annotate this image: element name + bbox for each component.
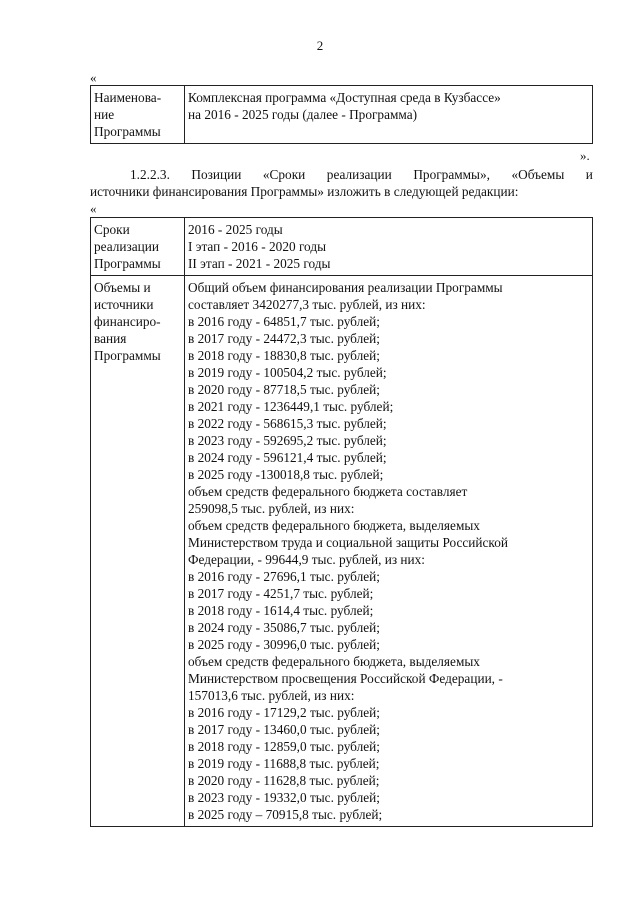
content-line: Комплексная программа «Доступная среда в Кузбассе» bbox=[188, 90, 501, 105]
content-line: II этап - 2021 - 2025 годы bbox=[188, 256, 331, 271]
content-line: в 2017 году - 4251,7 тыс. рублей; bbox=[188, 586, 374, 601]
paragraph-word: и bbox=[585, 167, 593, 182]
content-line: в 2016 году - 17129,2 тыс. рублей; bbox=[188, 705, 380, 720]
content-line: объем средств федерального бюджета, выделяемых bbox=[188, 518, 480, 533]
label-line: Объемы и bbox=[94, 280, 151, 295]
opening-quote-mark: « bbox=[90, 70, 97, 85]
program-name-value-cell bbox=[185, 86, 593, 144]
program-passport-table bbox=[90, 217, 593, 827]
opening-quote-mark: « bbox=[90, 201, 97, 216]
content-line: на 2016 - 2025 годы (далее - Программа) bbox=[188, 107, 418, 122]
page-number: 2 bbox=[316, 38, 324, 53]
paragraph-word: «Сроки bbox=[262, 167, 306, 182]
content-line: в 2025 году -130018,8 тыс. рублей; bbox=[188, 467, 384, 482]
label-line: вания bbox=[94, 331, 127, 346]
table-row bbox=[91, 86, 593, 144]
paragraph-word: «Объемы bbox=[511, 167, 565, 182]
program-name-table bbox=[90, 85, 593, 144]
content-line: в 2020 году - 87718,5 тыс. рублей; bbox=[188, 382, 380, 397]
content-line: в 2016 году - 64851,7 тыс. рублей; bbox=[188, 314, 380, 329]
paragraph-word: реализации bbox=[326, 167, 392, 182]
program-name-label-cell bbox=[91, 86, 185, 144]
label-line: источники bbox=[94, 297, 154, 312]
content-line: в 2024 году - 596121,4 тыс. рублей; bbox=[188, 450, 387, 465]
content-line: Общий объем финансирования реализации Программы bbox=[188, 280, 503, 295]
funding-value-cell bbox=[185, 276, 593, 827]
content-line: в 2022 году - 568615,3 тыс. рублей; bbox=[188, 416, 387, 431]
content-line: Министерством труда и социальной защиты Российской bbox=[188, 535, 508, 550]
paragraph-word: Программы», bbox=[413, 167, 490, 182]
label-line: Программы bbox=[94, 124, 161, 139]
paragraph-word: Позиции bbox=[191, 167, 242, 182]
timeline-label-cell bbox=[91, 218, 185, 276]
paragraph-line-1 bbox=[90, 166, 593, 183]
content-line: Федерации, - 99644,9 тыс. рублей, из них: bbox=[188, 552, 425, 567]
table-row bbox=[91, 218, 593, 276]
table-row bbox=[91, 276, 593, 827]
content-line: 259098,5 тыс. рублей, из них: bbox=[188, 501, 355, 516]
label-line: ние bbox=[94, 107, 115, 122]
amendment-paragraph bbox=[90, 166, 593, 200]
content-line: в 2023 году - 19332,0 тыс. рублей; bbox=[188, 790, 380, 805]
content-line: в 2024 году - 35086,7 тыс. рублей; bbox=[188, 620, 380, 635]
content-line: объем средств федерального бюджета составляет bbox=[188, 484, 468, 499]
content-line: в 2017 году - 24472,3 тыс. рублей; bbox=[188, 331, 380, 346]
content-line: в 2019 году - 100504,2 тыс. рублей; bbox=[188, 365, 387, 380]
content-line: в 2021 году - 1236449,1 тыс. рублей; bbox=[188, 399, 394, 414]
content-line: в 2025 году - 30996,0 тыс. рублей; bbox=[188, 637, 380, 652]
content-line: составляет 3420277,3 тыс. рублей, из них: bbox=[188, 297, 426, 312]
content-line: в 2019 году - 11688,8 тыс. рублей; bbox=[188, 756, 380, 771]
label-line: Программы bbox=[94, 256, 161, 271]
content-line: в 2016 году - 27696,1 тыс. рублей; bbox=[188, 569, 380, 584]
content-line: в 2018 году - 12859,0 тыс. рублей; bbox=[188, 739, 380, 754]
label-line: Сроки bbox=[94, 222, 130, 237]
content-line: объем средств федерального бюджета, выделяемых bbox=[188, 654, 480, 669]
timeline-value-cell bbox=[185, 218, 593, 276]
content-line: в 2023 году - 592695,2 тыс. рублей; bbox=[188, 433, 387, 448]
funding-label-cell bbox=[91, 276, 185, 827]
content-line: в 2025 году – 70915,8 тыс. рублей; bbox=[188, 807, 383, 822]
content-line: в 2017 году - 13460,0 тыс. рублей; bbox=[188, 722, 380, 737]
paragraph-line-2: источники финансирования Программы» изложить в следующей редакции: bbox=[90, 184, 519, 199]
closing-quote-mark: ». bbox=[580, 148, 590, 163]
content-line: в 2018 году - 18830,8 тыс. рублей; bbox=[188, 348, 380, 363]
content-line: 2016 - 2025 годы bbox=[188, 222, 283, 237]
label-line: реализации bbox=[94, 239, 159, 254]
content-line: в 2018 году - 1614,4 тыс. рублей; bbox=[188, 603, 374, 618]
content-line: 157013,6 тыс. рублей, из них: bbox=[188, 688, 355, 703]
content-line: I этап - 2016 - 2020 годы bbox=[188, 239, 327, 254]
label-line: Наименова- bbox=[94, 90, 162, 105]
paragraph-word: 1.2.2.3. bbox=[130, 167, 170, 182]
label-line: Программы bbox=[94, 348, 161, 363]
content-line: в 2020 году - 11628,8 тыс. рублей; bbox=[188, 773, 380, 788]
content-line: Министерством просвещения Российской Федерации, - bbox=[188, 671, 503, 686]
label-line: финансиро- bbox=[94, 314, 161, 329]
